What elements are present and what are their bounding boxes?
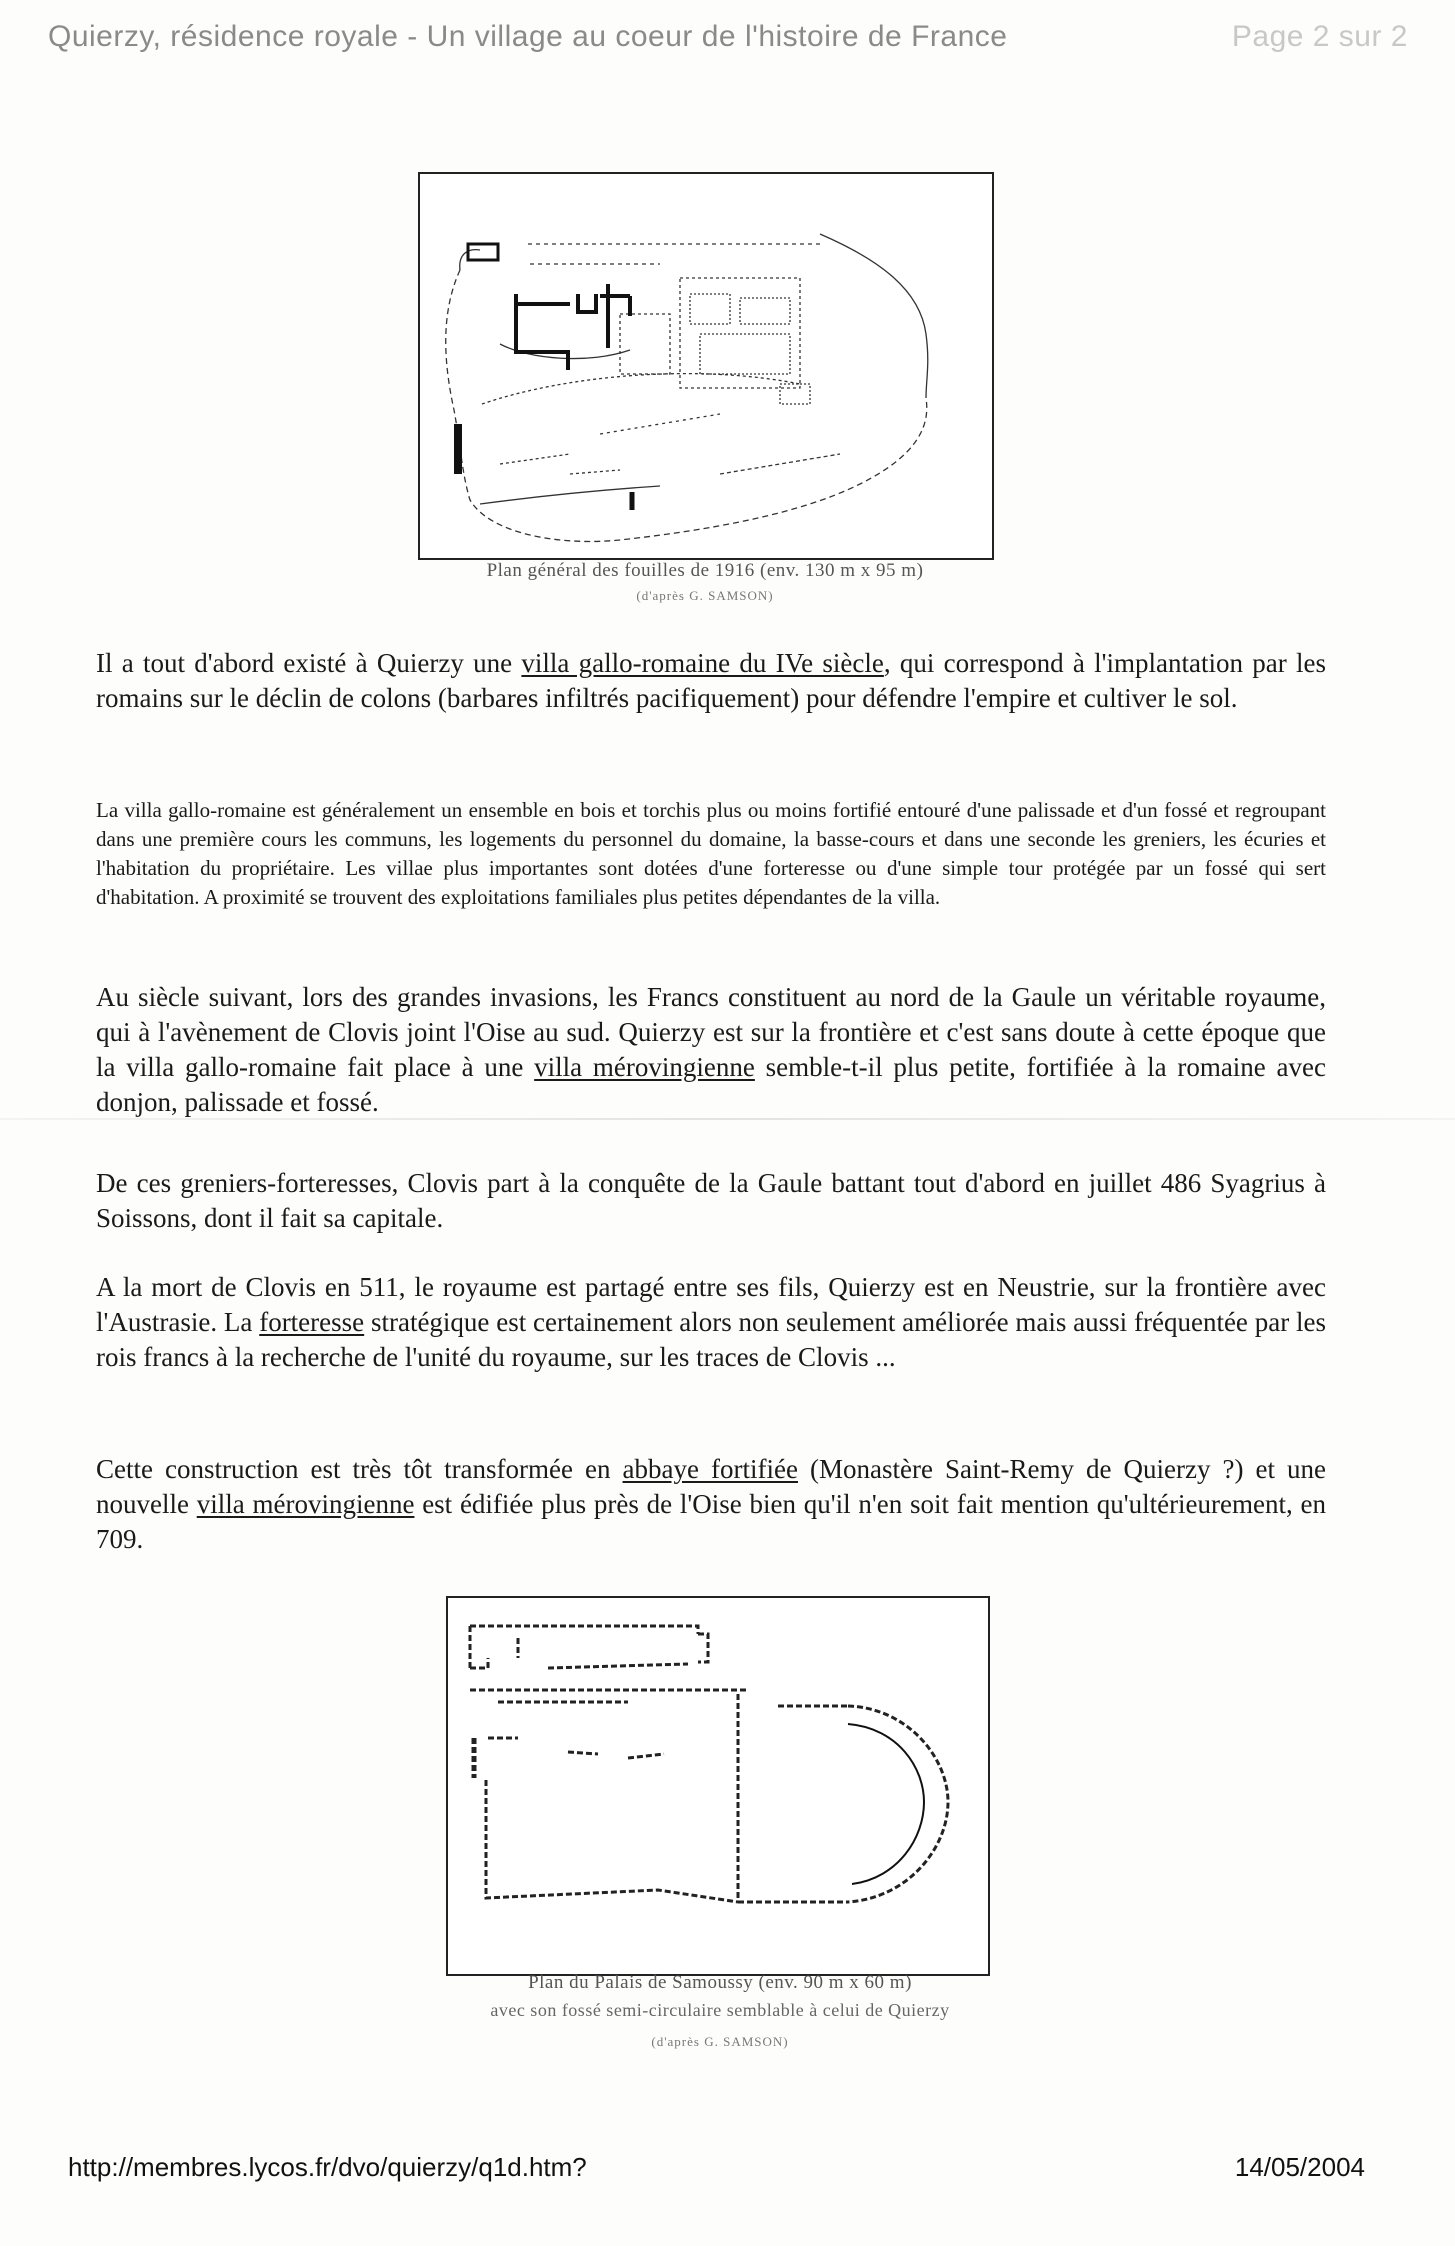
excavation-plan-drawing	[420, 174, 992, 558]
paragraph-1	[96, 646, 1326, 716]
paragraph-6-text-end: est édifiée plus près de l'Oise bien qu'il n'en soit fait mention qu'ultérieurement, en 709.	[96, 1489, 1326, 1554]
abbaye-fortifiee-link[interactable]: abbaye fortifiée	[622, 1454, 798, 1484]
villa-merovingienne-link-2[interactable]: villa mérovingienne	[196, 1489, 415, 1519]
source-url[interactable]: http://membres.lycos.fr/dvo/quierzy/q1d.htm?	[68, 2152, 587, 2182]
paragraph-6-text-start: Cette construction est très tôt transformée en	[96, 1454, 623, 1484]
page-header	[48, 12, 1428, 62]
forteresse-link[interactable]: forteresse	[259, 1307, 365, 1337]
paragraph-3-text-start: Au siècle suivant, lors des grandes invasions, les Francs constituent au nord de la Gaule un véritable royaume, qui à l'avènement de Clovis joint l'Oise au sud. Quierzy est sur la frontière et c'est sans doute à cette époque que la villa gallo-romaine fait place à une	[96, 982, 1326, 1082]
paragraph-3-text-end: semble-t-il plus petite, fortifiée à la romaine avec donjon, palissade et fossé.	[96, 1052, 1327, 1117]
paragraph-4: De ces greniers-forteresses, Clovis part à la conquête de la Gaule battant tout d'abord en juillet 486 Syagrius à Soissons, dont il fait sa capitale.	[96, 1168, 1326, 1233]
figure2-caption: Plan du Palais de Samoussy (env. 90 m x 60 m)	[528, 1972, 912, 1993]
paragraph-5	[96, 1270, 1326, 1375]
paragraph-5-text-start: A la mort de Clovis en 511, le royaume est partagé entre ses fils, Quierzy est en Neustrie, sur la frontière avec l'Austrasie. La	[96, 1272, 1326, 1337]
samoussy-plan-drawing	[448, 1598, 988, 1974]
figure2-caption-line2: avec son fossé semi-circulaire semblable à celui de Quierzy	[490, 2000, 950, 2020]
paragraph-3	[96, 980, 1326, 1120]
paragraph-6-text-middle: (Monastère Saint-Remy de Quierzy ?) et une nouvelle	[96, 1454, 1326, 1519]
figure1-credit: (d'après G. SAMSON)	[636, 588, 774, 603]
paper-crease	[0, 1118, 1455, 1120]
print-date: 14/05/2004	[1234, 2152, 1365, 2182]
page-number: Page 2 sur 2	[1231, 20, 1408, 53]
paragraph-2: La villa gallo-romaine est généralement un ensemble en bois et torchis plus ou moins fortifié entouré d'une palissade et d'un fossé et regroupant dans une première cours les communs, les logements du personnel du domaine, la basse-cours et dans une seconde les greniers, les écuries et l'habitation du propriétaire. Les villae plus importantes sont dotées d'une forteresse ou d'une simple tour protégée par un fossé qui sert d'habitation. A proximité se trouvent des exploitations familiales plus petites dépendantes de la villa.	[96, 798, 1326, 909]
paragraph-1-text-end: , qui correspond à l'implantation par les romains sur le déclin de colons (barbares infiltrés pacifiquement) pour défendre l'empire et cultiver le sol.	[96, 648, 1327, 713]
page-title: Quierzy, résidence royale - Un village au coeur de l'histoire de France	[48, 20, 1008, 53]
paragraph-5-text-end: stratégique est certainement alors non seulement améliorée mais aussi fréquentée par les rois francs à la recherche de l'unité du royaume, sur les traces de Clovis ...	[96, 1307, 1327, 1372]
figure2-credit: (d'après G. SAMSON)	[651, 2034, 789, 2049]
villa-merovingienne-link[interactable]: villa mérovingienne	[534, 1052, 755, 1082]
excavation-plan-image	[418, 172, 994, 560]
samoussy-plan-image	[446, 1596, 990, 1976]
paragraph-6	[96, 1452, 1326, 1557]
figure1-caption: Plan général des fouilles de 1916 (env. 130 m x 95 m)	[486, 560, 924, 581]
villa-gallo-romaine-link[interactable]: villa gallo-romaine du IVe siècle	[521, 648, 884, 678]
paragraph-1-text-start: Il a tout d'abord existé à Quierzy une	[96, 648, 522, 678]
